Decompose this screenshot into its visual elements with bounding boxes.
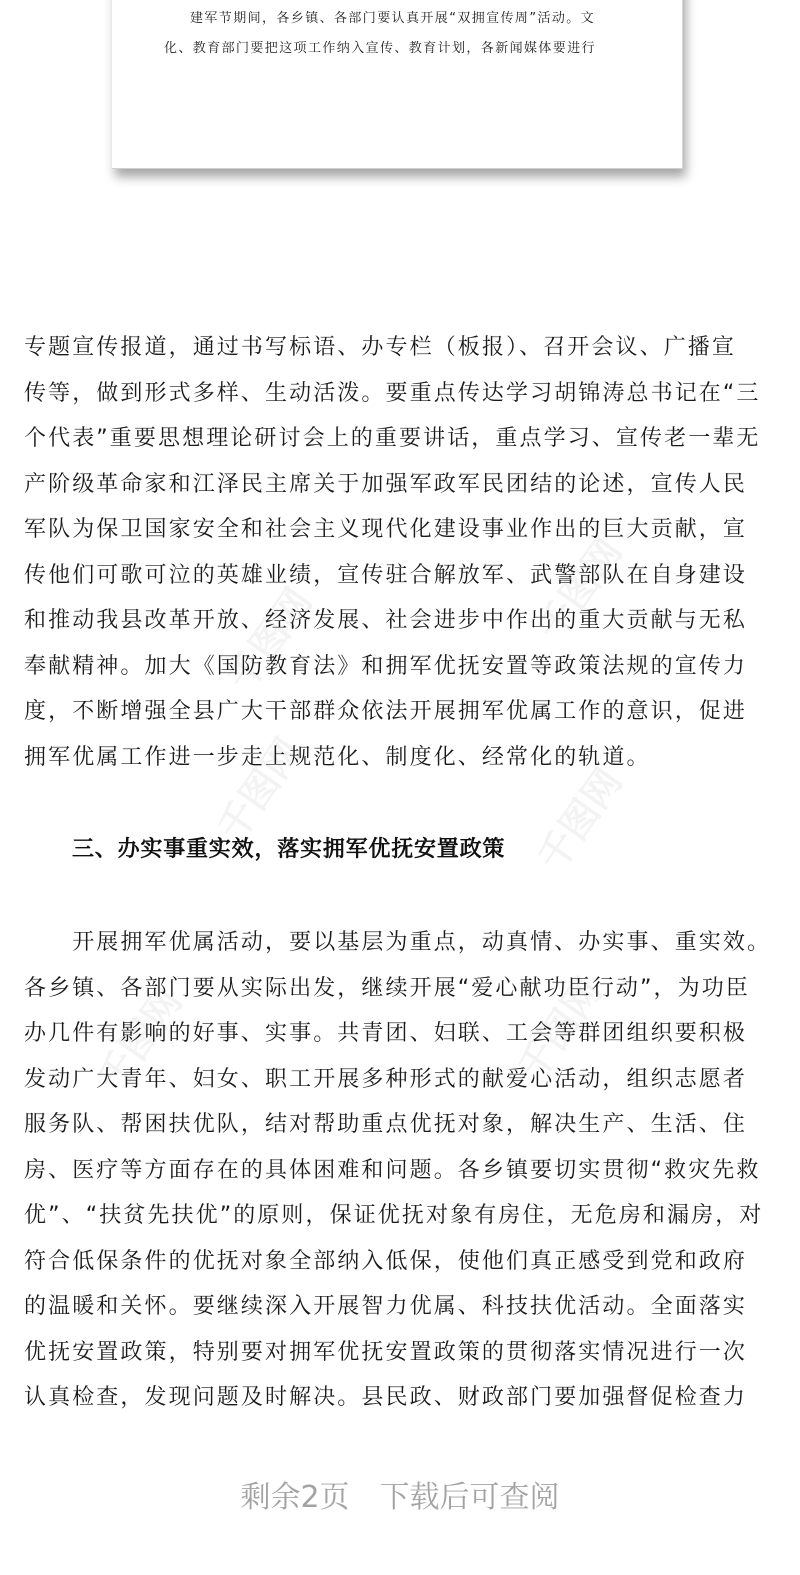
body-line: 专题宣传报道，通过书写标语、办专栏（板报）、召开会议、广播宣 (24, 335, 737, 360)
body-line: 传等，做到形式多样、生动活泼。要重点传达学习胡锦涛总书记在“三 (24, 380, 761, 406)
watermark: 千图网 (209, 730, 311, 849)
body-line: 拥军优属工作进一步走上规范化、制度化、经常化的轨道。 (24, 744, 651, 770)
body-line: 的温暖和关怀。要继续深入开展智力优属、科技扶优活动。全面落实 (24, 1294, 748, 1319)
body-line: 产阶级革命家和江泽民主席关于加强军政军民团结的论述，宣传人民 (24, 471, 748, 497)
preview-text-line: 化、教育部门要把这项工作纳入宣传、教育计划，各新闻媒体要进行 (164, 41, 597, 56)
body-line: 发动广大青年、妇女、职工开展多种形式的献爱心活动，组织志愿者 (24, 1066, 748, 1092)
body-line: 个代表”重要思想理论研讨会上的重要讲话，重点学习、宣传老一辈无 (24, 426, 761, 451)
watermark: 千图网 (529, 530, 631, 649)
body-line: 优抚安置政策，特别要对拥军优抚安置政策的贯彻落实情况进行一次 (24, 1339, 748, 1365)
body-line: 服务队、帮困扶优队，结对帮助重点优抚对象，解决生产、生活、住 (24, 1112, 748, 1137)
body-line: 开展拥军优属活动，要以基层为重点，动真情、办实事、重实效。 (24, 930, 772, 955)
body-line: 各乡镇、各部门要从实际出发，继续开展“爱心献功臣行动”，为功臣 (24, 975, 750, 1001)
page-preview-card (112, 0, 683, 169)
body-line: 奉献精神。加大《国防教育法》和拥军优抚安置等政策法规的宣传力 (24, 653, 748, 679)
watermark: 千图网 (89, 980, 191, 1099)
body-line: 认真检查，发现问题及时解决。县民政、财政部门要加强督促检查力 (24, 1385, 748, 1410)
remaining-pages-download-prompt[interactable]: 剩余2页 下载后可查阅 (240, 1480, 560, 1515)
body-line: 度，不断增强全县广大干部群众依法开展拥军优属工作的意识，促进 (24, 699, 748, 724)
body-line: 军队为保卫国家安全和社会主义现代化建设事业作出的巨大贡献，宣 (24, 517, 748, 542)
watermark: 千图网 (219, 580, 321, 699)
preview-text-line: 建军节期间，各乡镇、各部门要认真开展“双拥宣传周”活动。文 (190, 11, 596, 26)
watermark: 千图网 (509, 970, 611, 1089)
body-line: 和推动我县改革开放、经济发展、社会进步中作出的重大贡献与无私 (24, 608, 748, 633)
body-line: 传他们可歌可泣的英雄业绩，宣传驻合解放军、武警部队在自身建设 (24, 562, 748, 588)
body-line: 符合低保条件的优抚对象全部纳入低保，使他们真正感受到党和政府 (24, 1248, 748, 1274)
section-heading: 三、办实事重实效，落实拥军优抚安置政策 (72, 837, 506, 862)
body-line: 优”、“扶贫先扶优”的原则，保证优抚对象有房住，无危房和漏房，对 (24, 1203, 764, 1228)
body-line: 办几件有影响的好事、实事。共青团、妇联、工会等群团组织要积极 (24, 1021, 748, 1046)
watermark: 千图网 (529, 760, 631, 879)
body-line: 房、医疗等方面存在的具体困难和问题。各乡镇要切实贯彻“救灾先救 (24, 1157, 761, 1183)
